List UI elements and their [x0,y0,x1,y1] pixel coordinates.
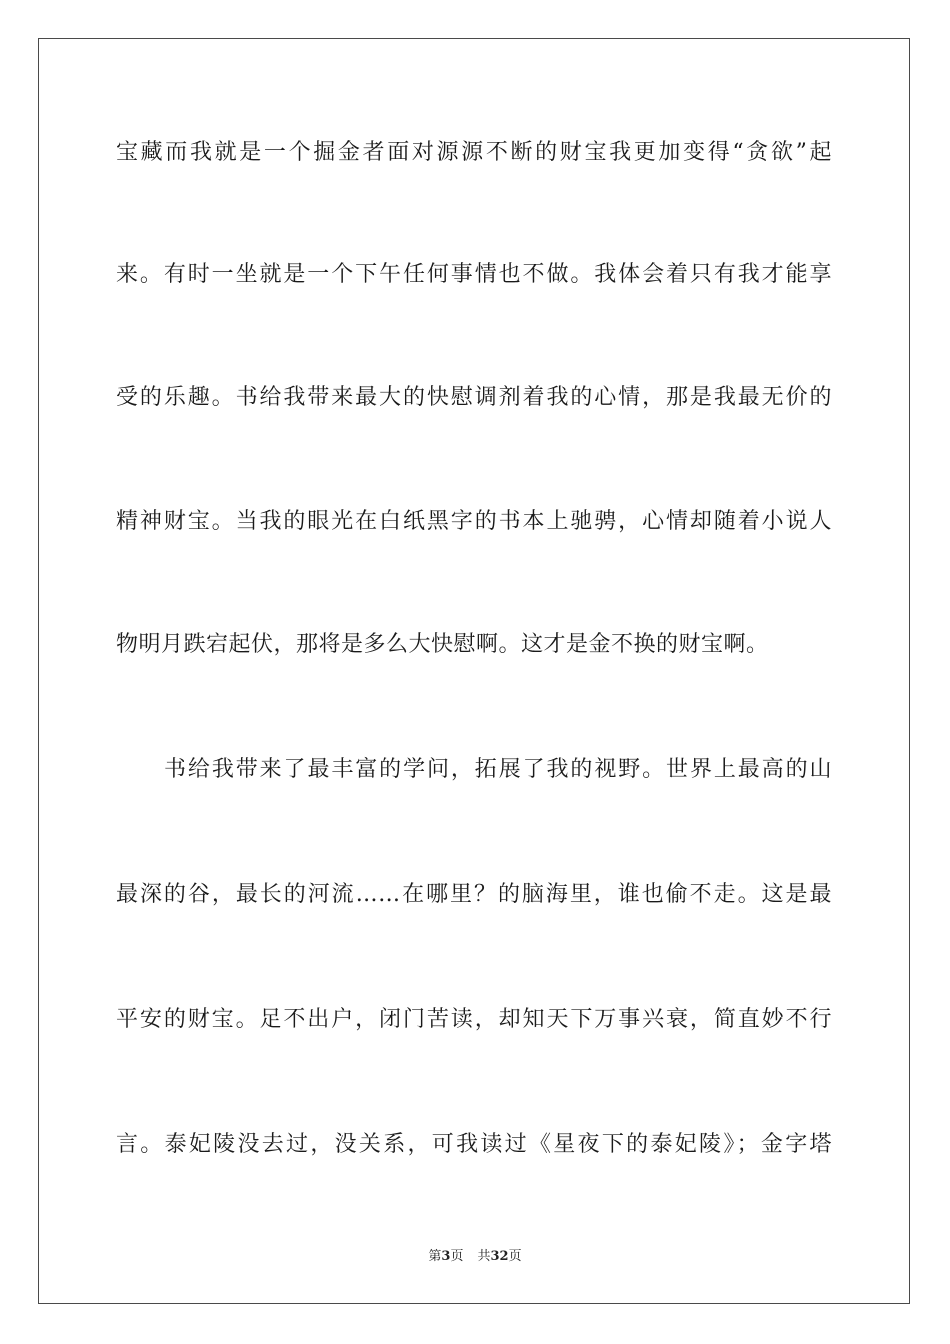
page-prefix: 第 [428,1249,442,1264]
total-suffix: 页 [508,1249,522,1264]
total-prefix: 共 [477,1249,491,1264]
page-footer [0,1248,950,1266]
text-line-1: 宝藏而我就是一个掘金者面对源源不断的财宝我更加变得“贪欲”起 [116,140,832,165]
text-line-4: 精神财宝。当我的眼光在白纸黑字的书本上驰骋，心情却随着小说人 [116,509,832,534]
text-line-6: 书给我带来了最丰富的学问，拓展了我的视野。世界上最高的山 [164,757,832,782]
text-line-3: 受的乐趣。书给我带来最大的快慰调剂着我的心情，那是我最无价的 [116,385,832,410]
text-line-2: 来。有时一坐就是一个下午任何事情也不做。我体会着只有我才能享 [116,262,832,287]
page-suffix: 页 [450,1249,464,1264]
text-line-7: 最深的谷，最长的河流……在哪里？的脑海里，谁也偷不走。这是最 [116,882,832,907]
page-border [38,38,910,1304]
text-line-9: 言。泰妃陵没去过，没关系，可我读过《星夜下的泰妃陵》；金字塔 [116,1132,832,1157]
text-line-8: 平安的财宝。足不出户，闭门苦读，却知天下万事兴衰，简直妙不行 [116,1007,832,1032]
total-pages: 32 [490,1249,509,1264]
page-number: 3 [441,1249,451,1264]
text-line-5: 物明月跌宕起伏，那将是多么大快慰啊。这才是金不换的财宝啊。 [116,632,769,657]
